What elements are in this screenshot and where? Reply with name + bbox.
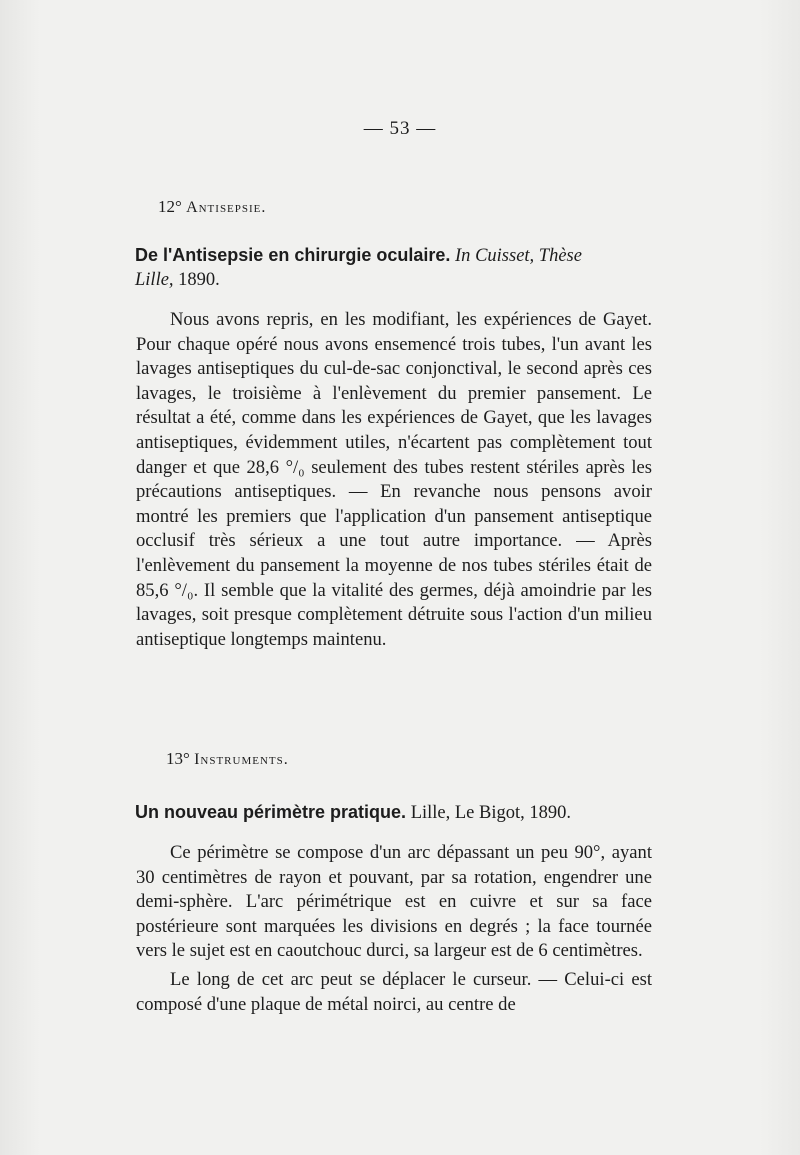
section-name: Antisepsie. [186,199,267,216]
paragraph-text: Nous avons repris, en les modifiant, les expériences de Gayet. Pour chaque opéré nous avons ensemencé trois tubes, l'un avant les lavages antiseptiques du cul-de-sac conjonctival, le second après ces lavages, le troisième à l'enlèvement du premier pansement. Le résultat a été, comme dans les expériences de Gayet, que les lavages antiseptiques, évidemment utiles, n'écartent pas complètement tout danger et que 28,6 °/₀ seulement des tubes restent stériles après les précautions antiseptiques. — En revanche nous pensons avoir montré les premiers que l'application d'un pansement antiseptique occlusif très sérieux a une tout autre importance. — Après l'enlèvement du pansement la moyenne de nos tubes stériles était de 85,6 °/₀. Il semble que la vitalité des germes, déjà amoindrie par les lavages, soit presque complètement détruite sous l'action d'un milieu antiseptique longtemps maintenu. [136,309,652,650]
work-ref-city: Lille, [135,270,174,290]
section-number: 13° [166,749,190,768]
work-ref-author: Cuisset, [475,246,535,266]
paragraph-text: Ce périmètre se compose d'un arc dépassant un peu 90°, ayant 30 centimètres de rayon et pouvant, par sa rotation, engendrer une demi-sphère. L'arc périmétrique est en cuivre et sur sa face postérieure sont marquées les divisions en degrés ; la face tournée vers le sujet est en caoutchouc durci, sa largeur est de 6 centimètres. [136,842,652,962]
work-title-text: Un nouveau périmètre pratique. [135,802,407,822]
work-ref: Lille, Le Bigot, 1890. [410,803,571,823]
work-title-2 [135,800,655,825]
page-number: — 53 — [363,118,437,139]
paragraph-text-2: Le long de cet arc peut se déplacer le curseur. — Celui-ci est composé d'une plaque de métal noirci, au centre de [136,968,652,1015]
work-title-1 [135,243,655,292]
section-heading-12 [158,197,266,217]
paragraph-perimetre [136,841,652,1017]
work-ref-these: Thèse [538,246,582,266]
work-ref-in: In [455,246,471,266]
paragraph-antisepsie [136,308,652,652]
section-heading-13 [166,749,289,769]
section-name: Instruments. [194,751,289,768]
work-title-text: De l'Antisepsie en chirurgie oculaire. [135,245,451,265]
work-ref-year: 1890. [178,270,220,290]
section-number: 12° [158,197,182,216]
